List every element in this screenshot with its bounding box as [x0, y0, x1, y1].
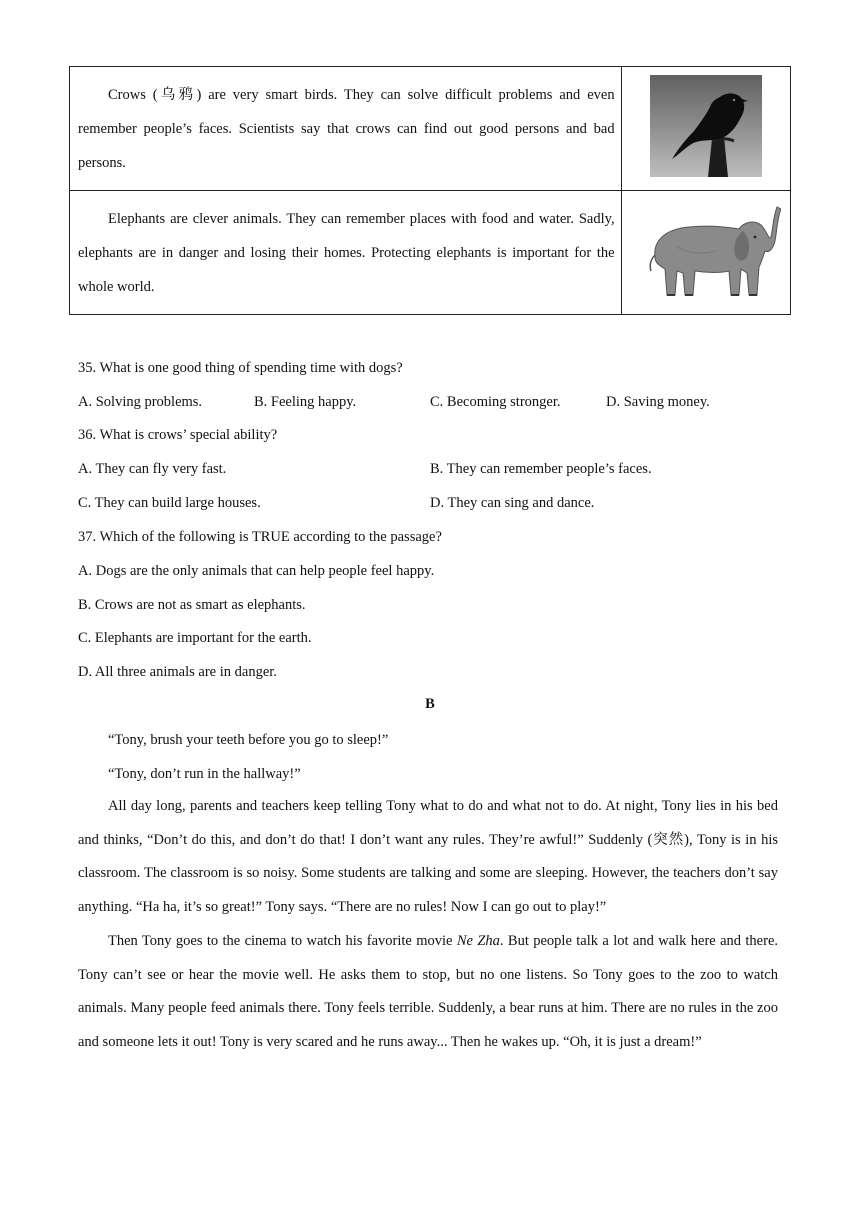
- crow-image: [650, 75, 762, 177]
- elephant-text-cell: [70, 191, 622, 315]
- crow-row: [70, 67, 791, 191]
- question-37-option-c: C. Elephants are important for the earth.: [78, 630, 312, 646]
- question-36-option-b: B. They can remember people’s faces.: [430, 461, 652, 477]
- question-35-option-c: C. Becoming stronger.: [430, 394, 561, 410]
- animal-info-table: [69, 66, 791, 315]
- question-37-stem: 37. Which of the following is TRUE according to the passage?: [78, 529, 442, 545]
- question-36-option-d: D. They can sing and dance.: [430, 495, 595, 511]
- movie-title: Ne Zha: [456, 933, 500, 949]
- crow-text-cell: [70, 67, 622, 191]
- question-37-option-a: A. Dogs are the only animals that can help people feel happy.: [78, 563, 435, 579]
- question-37-option-d: D. All three animals are in danger.: [78, 664, 277, 680]
- question-35-option-d: D. Saving money.: [606, 394, 710, 410]
- question-36-option-a: A. They can fly very fast.: [78, 461, 227, 477]
- passage-b-line-1: “Tony, brush your teeth before you go to sleep!”: [108, 732, 389, 748]
- question-35-stem: 35. What is one good thing of spending time with dogs?: [78, 360, 403, 376]
- passage-b-line-2: “Tony, don’t run in the hallway!”: [108, 766, 301, 782]
- crow-image-cell: [621, 67, 790, 191]
- passage-b-paragraph-2: [78, 925, 778, 1060]
- question-36-stem: 36. What is crows’ special ability?: [78, 427, 278, 443]
- paragraph-2-start: Then Tony goes to the cinema to watch his favorite movie: [108, 933, 457, 949]
- elephant-row: [70, 191, 791, 315]
- question-35-option-b: B. Feeling happy.: [254, 394, 357, 410]
- elephant-description: Elephants are clever animals. They can remember places with food and water. Sadly, elephants are in danger and losing their homes. Protecting elephants is important for the whole world.: [78, 210, 615, 295]
- elephant-image-cell: [621, 191, 790, 315]
- paragraph-2-end: . But people talk a lot and walk here and there. Tony can’t see or hear the movie well. He asks them to stop, but no one listens. So Tony goes to the zoo to watch animals. Many people feed animals there. Tony feels terrible. Suddenly, a bear runs at him. There are no rules in the zoo and someone lets it out! Tony is very scared and he runs away... Then he wakes up. “Oh, it is just a dream!”: [78, 933, 779, 1051]
- question-35-option-a: A. Solving problems.: [78, 394, 203, 410]
- crow-description: Crows (乌鸦) are very smart birds. They can solve difficult problems and even remember people’s faces. Scientists say that crows can find out good persons and bad persons.: [78, 86, 615, 171]
- section-heading-b: B: [425, 696, 435, 712]
- question-37-option-b: B. Crows are not as smart as elephants.: [78, 597, 306, 613]
- elephant-image: [631, 197, 781, 303]
- passage-b-paragraph-1: All day long, parents and teachers keep telling Tony what to do and what not to do. At night, Tony lies in his bed and thinks, “Don’t do this, and don’t do that! I don’t want any rules. They’re awful!” Suddenly (突然), Tony is in his classroom. The classroom is so noisy. Some students are talking and some are sleeping. However, the teachers don’t say anything. “Ha ha, it’s so great!” Tony says. “There are no rules! Now I can go out to play!”: [78, 798, 778, 916]
- question-36-option-c: C. They can build large houses.: [78, 495, 261, 511]
